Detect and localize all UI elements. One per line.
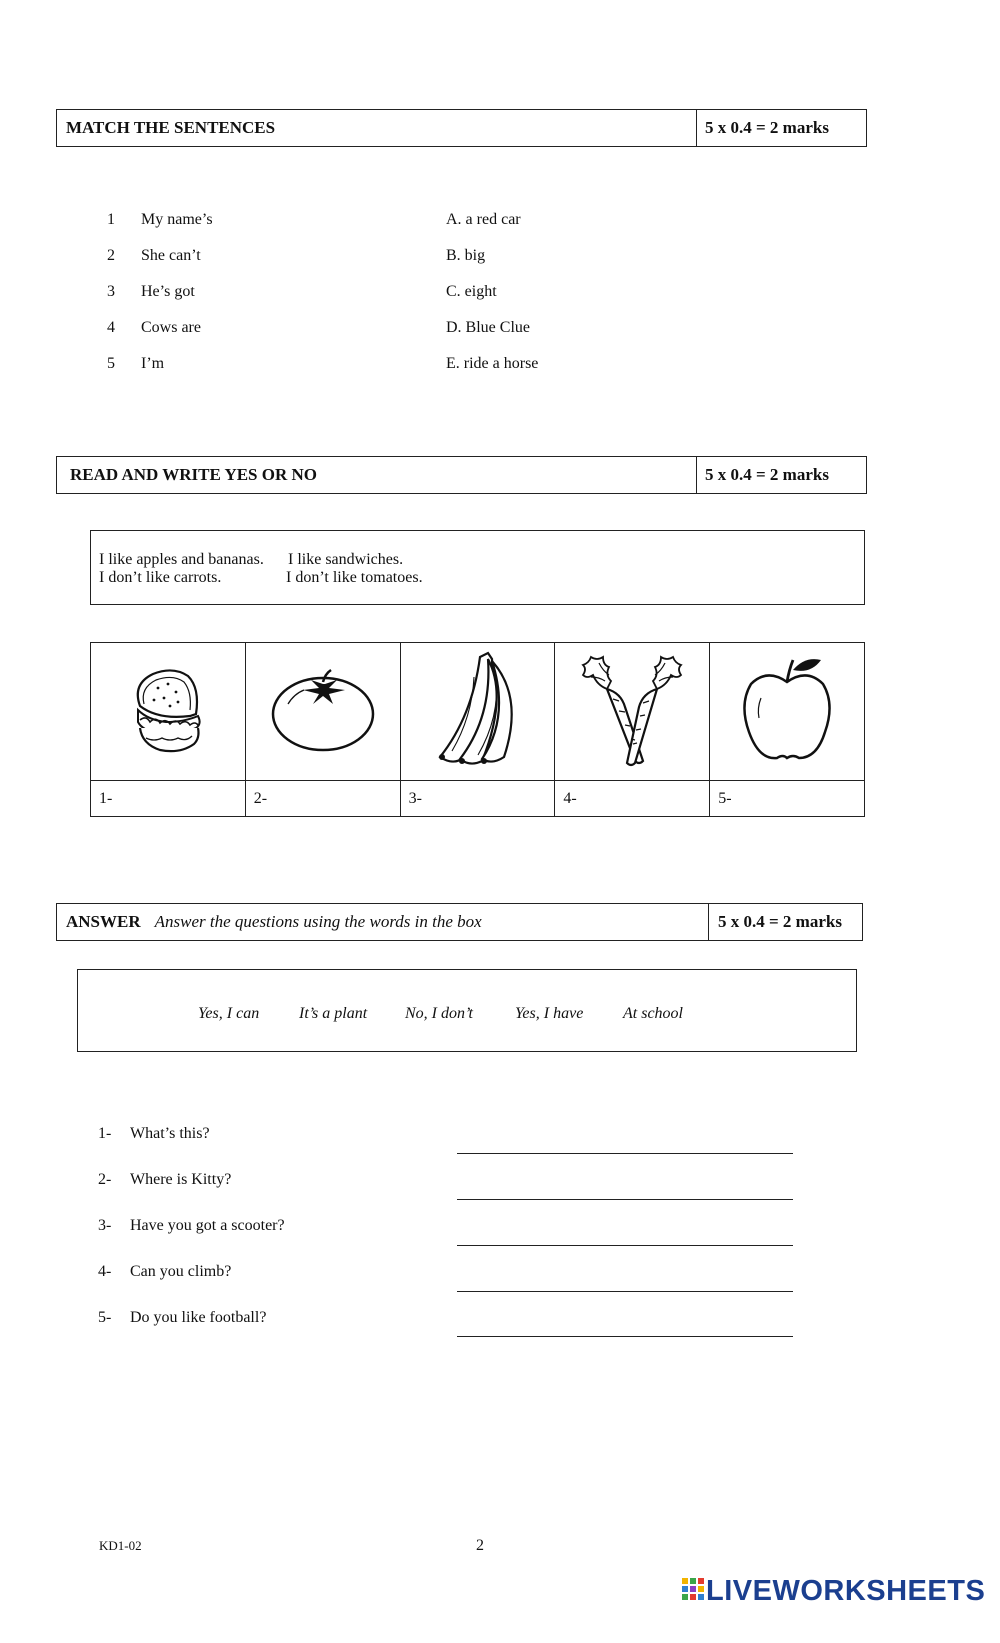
match-left-text: My name’s	[141, 211, 213, 228]
question-num: 2-	[98, 1171, 112, 1188]
answer-title: ANSWER	[66, 912, 141, 931]
picture-cell	[710, 643, 865, 781]
match-right-option: D. Blue Clue	[446, 319, 530, 336]
picture-answer-cell[interactable]: 1-	[91, 781, 246, 817]
reading-text-box	[90, 530, 865, 605]
answer-instruction: Answer the questions using the words in the box	[154, 912, 482, 931]
apple-icon	[737, 652, 837, 767]
question-text: What’s this?	[130, 1125, 210, 1142]
picture-answer-cell[interactable]: 5-	[710, 781, 865, 817]
reading-line: I don’t like carrots.	[99, 569, 222, 586]
question-num: 4-	[98, 1263, 112, 1280]
questions-list	[98, 1126, 798, 1346]
pictures-table	[90, 642, 865, 817]
match-left-num: 3	[107, 283, 115, 300]
word-option: Yes, I have	[515, 1005, 584, 1022]
picture-cell	[245, 643, 400, 781]
word-option: At school	[623, 1005, 683, 1022]
liveworksheets-logo	[682, 1574, 985, 1608]
picture-answer-cell[interactable]: 3-	[400, 781, 555, 817]
question-num: 5-	[98, 1309, 112, 1326]
match-right-option: B. big	[446, 247, 486, 264]
reading-line: I don’t like tomatoes.	[286, 569, 423, 586]
answer-line[interactable]	[457, 1336, 793, 1337]
tomato-icon	[268, 664, 378, 754]
reading-line: I like apples and bananas.	[99, 551, 264, 568]
picture-cell	[555, 643, 710, 781]
answer-line[interactable]	[457, 1199, 793, 1200]
match-left-num: 4	[107, 319, 115, 336]
liveworksheets-emblem-icon	[682, 1578, 704, 1604]
answer-line[interactable]	[457, 1291, 793, 1292]
question-text: Where is Kitty?	[130, 1171, 232, 1188]
question-num: 1-	[98, 1125, 112, 1142]
match-right-option: A. a red car	[446, 211, 521, 228]
match-title: MATCH THE SENTENCES	[66, 118, 276, 137]
sandwich-icon	[118, 654, 218, 764]
question-text: Can you climb?	[130, 1263, 232, 1280]
question-text: Do you like football?	[130, 1309, 267, 1326]
picture-answer-cell[interactable]: 2-	[245, 781, 400, 817]
picture-cell	[400, 643, 555, 781]
liveworksheets-brand: LIVEWORKSHEETS	[706, 1574, 986, 1607]
reading-line: I like sandwiches.	[288, 551, 404, 568]
answer-title-wrap	[57, 904, 708, 940]
bananas-icon	[422, 647, 532, 772]
match-left-text: She can’t	[141, 247, 201, 264]
word-option: Yes, I can	[198, 1005, 260, 1022]
word-option: No, I don’t	[405, 1005, 473, 1022]
readwrite-section-header	[56, 456, 867, 494]
readwrite-title: READ AND WRITE YES OR NO	[70, 465, 318, 484]
word-box	[77, 969, 857, 1052]
word-option: It’s a plant	[299, 1005, 368, 1022]
match-left-num: 5	[107, 355, 115, 372]
match-left-text: I’m	[141, 355, 165, 372]
match-right-list	[446, 212, 746, 382]
picture-cell	[91, 643, 246, 781]
carrots-icon	[577, 649, 687, 769]
footer-code: KD1-02	[99, 1538, 142, 1553]
answer-section-header	[56, 903, 863, 941]
match-right-option: E. ride a horse	[446, 355, 539, 372]
question-text: Have you got a scooter?	[130, 1217, 285, 1234]
answer-marks: 5 x 0.4 = 2 marks	[708, 904, 862, 940]
picture-answer-cell[interactable]: 4-	[555, 781, 710, 817]
match-left-text: He’s got	[141, 283, 195, 300]
question-num: 3-	[98, 1217, 112, 1234]
answer-line[interactable]	[457, 1245, 793, 1246]
match-left-num: 1	[107, 211, 115, 228]
match-marks: 5 x 0.4 = 2 marks	[696, 110, 866, 146]
match-section-header	[56, 109, 867, 147]
match-right-option: C. eight	[446, 283, 497, 300]
match-left-num: 2	[107, 247, 115, 264]
page-number: 2	[476, 1537, 484, 1554]
answer-line[interactable]	[457, 1153, 793, 1154]
match-left-text: Cows are	[141, 319, 201, 336]
readwrite-marks: 5 x 0.4 = 2 marks	[696, 457, 866, 493]
